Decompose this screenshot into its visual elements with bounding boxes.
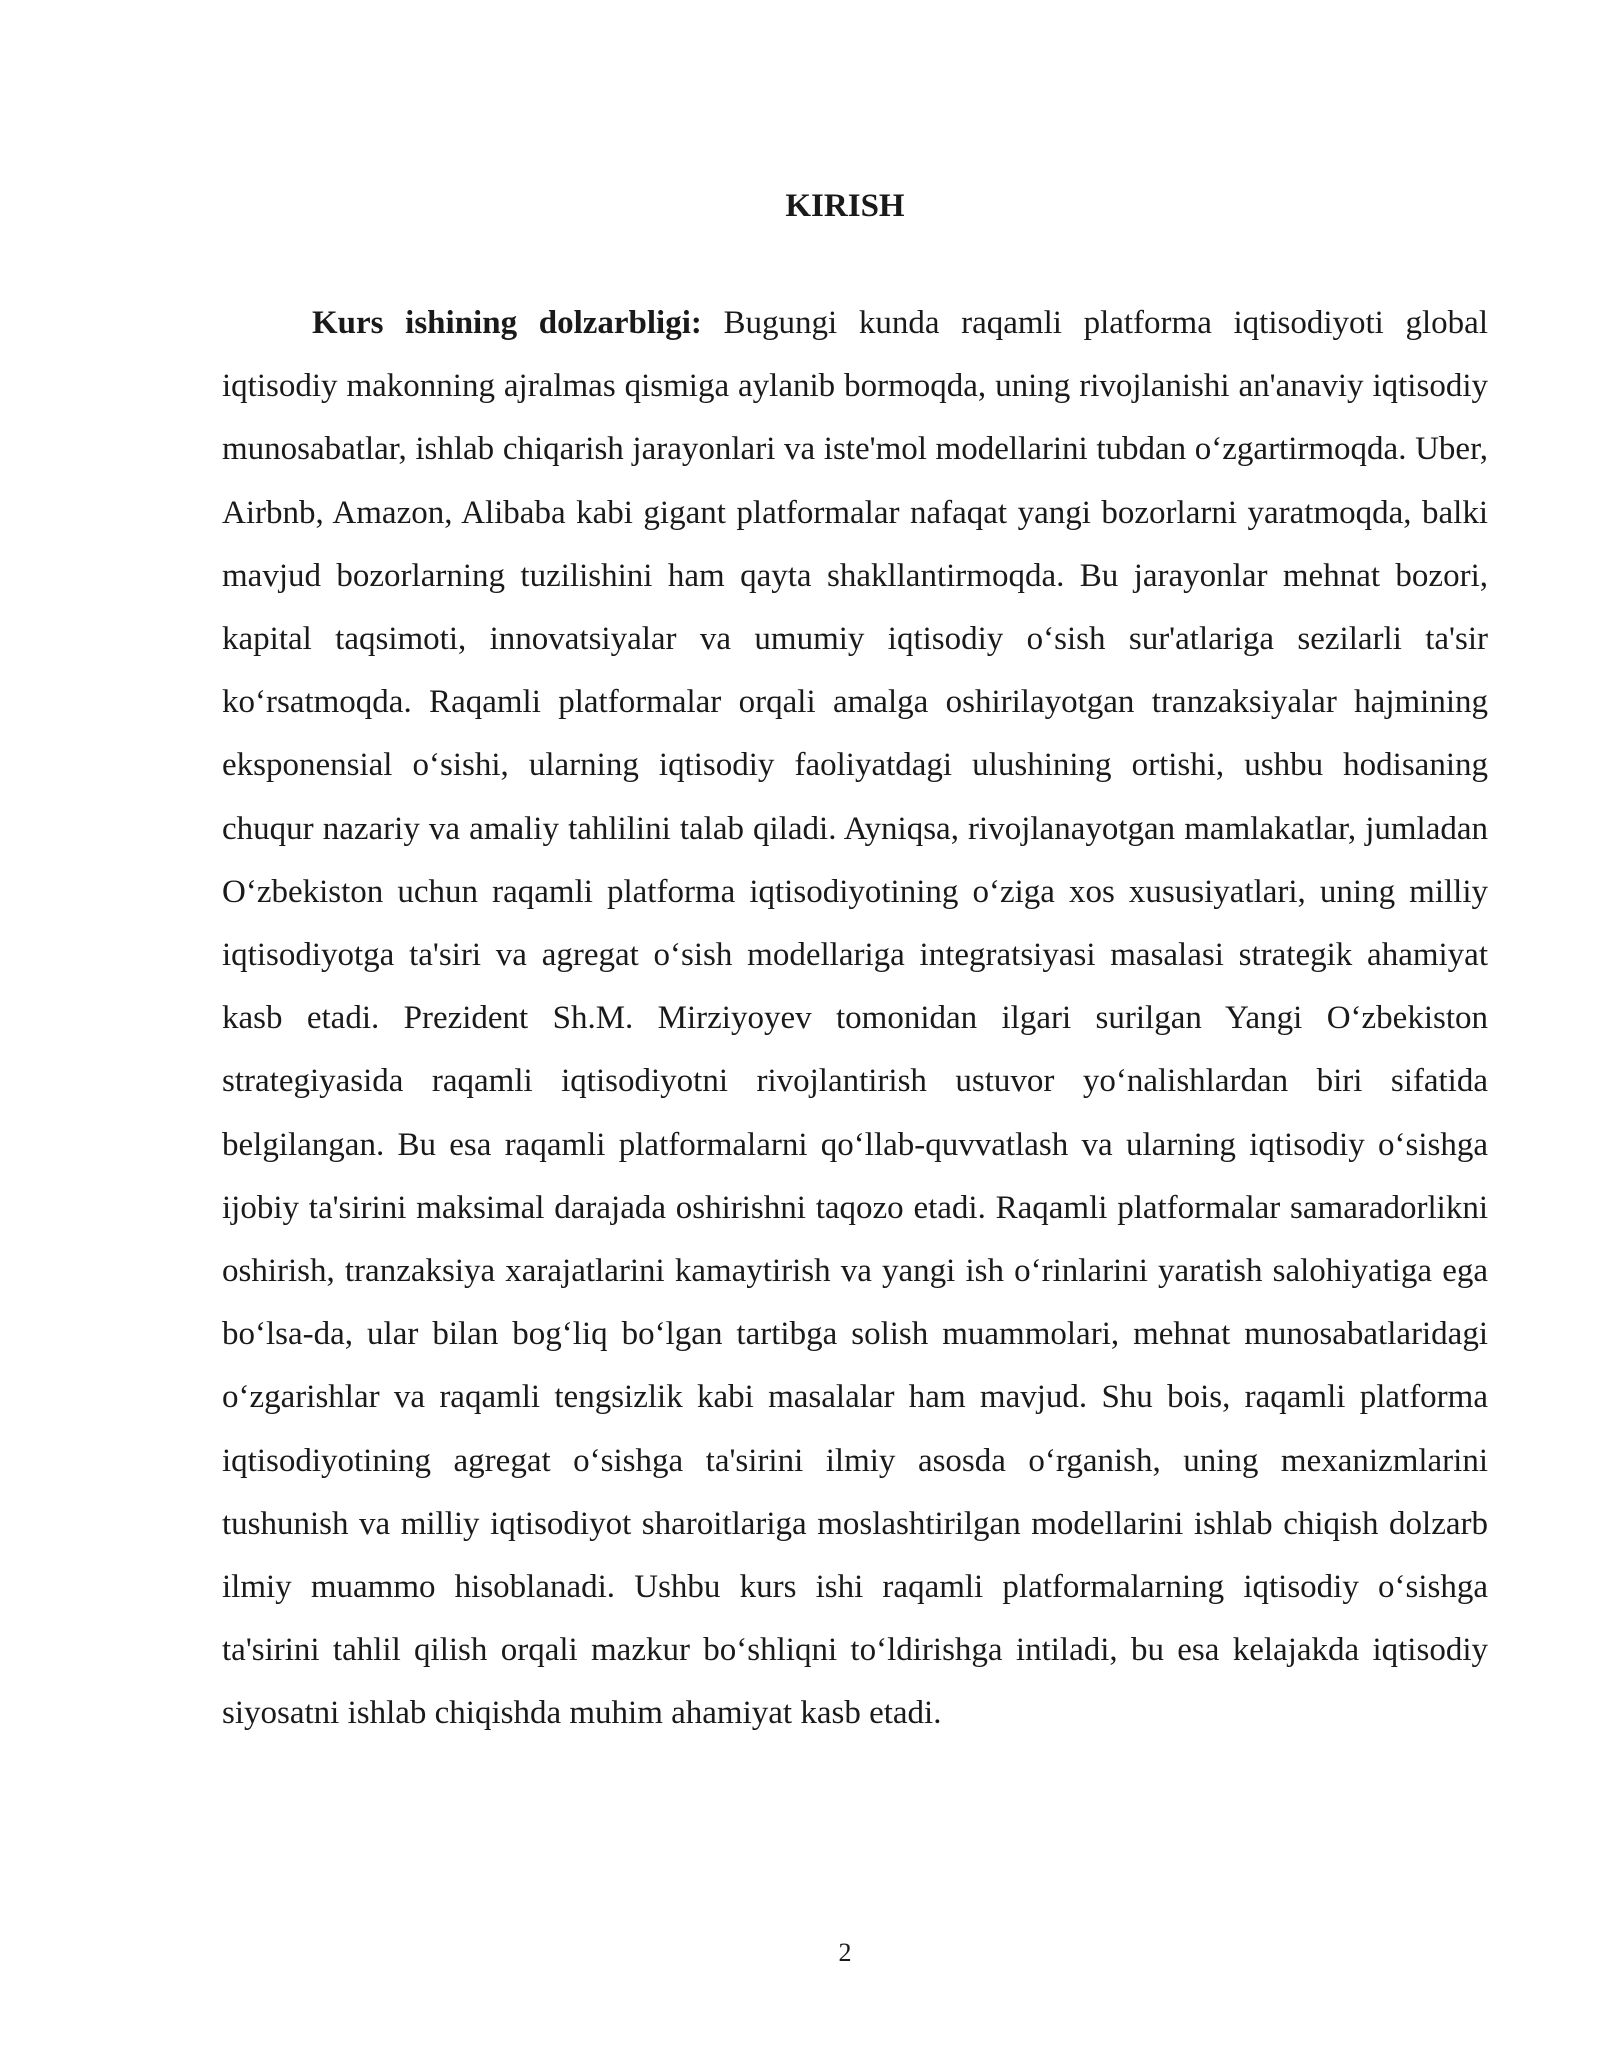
paragraph-lead: Kurs ishining dolzarbligi: [312,305,702,341]
body-paragraph [222,292,1488,1746]
section-heading: KIRISH [785,188,905,224]
paragraph-text: Bugungi kunda raqamli platforma iqtisodiyoti global iqtisodiy makonning ajralmas qismiga aylanib bormoqda, uning rivojlanishi an'anaviy iqtisodiy munosabatlar, ishlab chiqarish jarayonlari va iste'mol modellarini tubdan oʻzgartirmoqda. Uber, Airbnb, Amazon, Alibaba kabi gigant platformalar nafaqat yangi bozorlarni yaratmoqda, balki mavjud bozorlarning tuzilishini ham qayta shakllantirmoqda. Bu jarayonlar mehnat bozori, kapital taqsimoti, innovatsiyalar va umumiy iqtisodiy oʻsish sur'atlariga sezilarli ta'sir koʻrsatmoqda. Raqamli platformalar orqali amalga oshirilayotgan tranzaksiyalar hajmining eksponensial oʻsishi, ularning iqtisodiy faoliyatdagi ulushining ortishi, ushbu hodisaning chuqur nazariy va amaliy tahlilini talab qiladi. Ayniqsa, rivojlanayotgan mamlakatlar, jumladan Oʻzbekiston uchun raqamli platforma iqtisodiyotining oʻziga xos xususiyatlari, uning milliy iqtisodiyotga ta'siri va agregat oʻsish modellariga integratsiyasi masalasi strategik ahamiyat kasb etadi. Prezident Sh.M. Mirziyoyev tomonidan ilgari surilgan Yangi Oʻzbekiston strategiyasida raqamli iqtisodiyotni rivojlantirish ustuvor yoʻnalishlardan biri sifatida belgilangan. Bu esa raqamli platformalarni qoʻllab-quvvatlash va ularning iqtisodiy oʻsishga ijobiy ta'sirini maksimal darajada oshirishni taqozo etadi. Raqamli platformalar samaradorlikni oshirish, tranzaksiya xarajatlarini kamaytirish va yangi ish oʻrinlarini yaratish salohiyatiga ega boʻlsa-da, ular bilan bogʻliq boʻlgan tartibga solish muammolari, mehnat munosabatlaridagi oʻzgarishlar va raqamli tengsizlik kabi masalalar ham mavjud. Shu bois, raqamli platforma iqtisodiyotining agregat oʻsishga ta'sirini ilmiy asosda oʻrganish, uning mexanizmlarini tushunish va milliy iqtisodiyot sharoitlariga moslashtirilgan modellarini ishlab chiqish dolzarb ilmiy muammo hisoblanadi. Ushbu kurs ishi raqamli platformalarning iqtisodiy oʻsishga ta'sirini tahlil qilish orqali mazkur boʻshliqni toʻldirishga intiladi, bu esa kelajakda iqtisodiy siyosatni ishlab chiqishda muhim ahamiyat kasb etadi. [222,305,1488,1732]
page-number: 2 [838,1938,852,1967]
